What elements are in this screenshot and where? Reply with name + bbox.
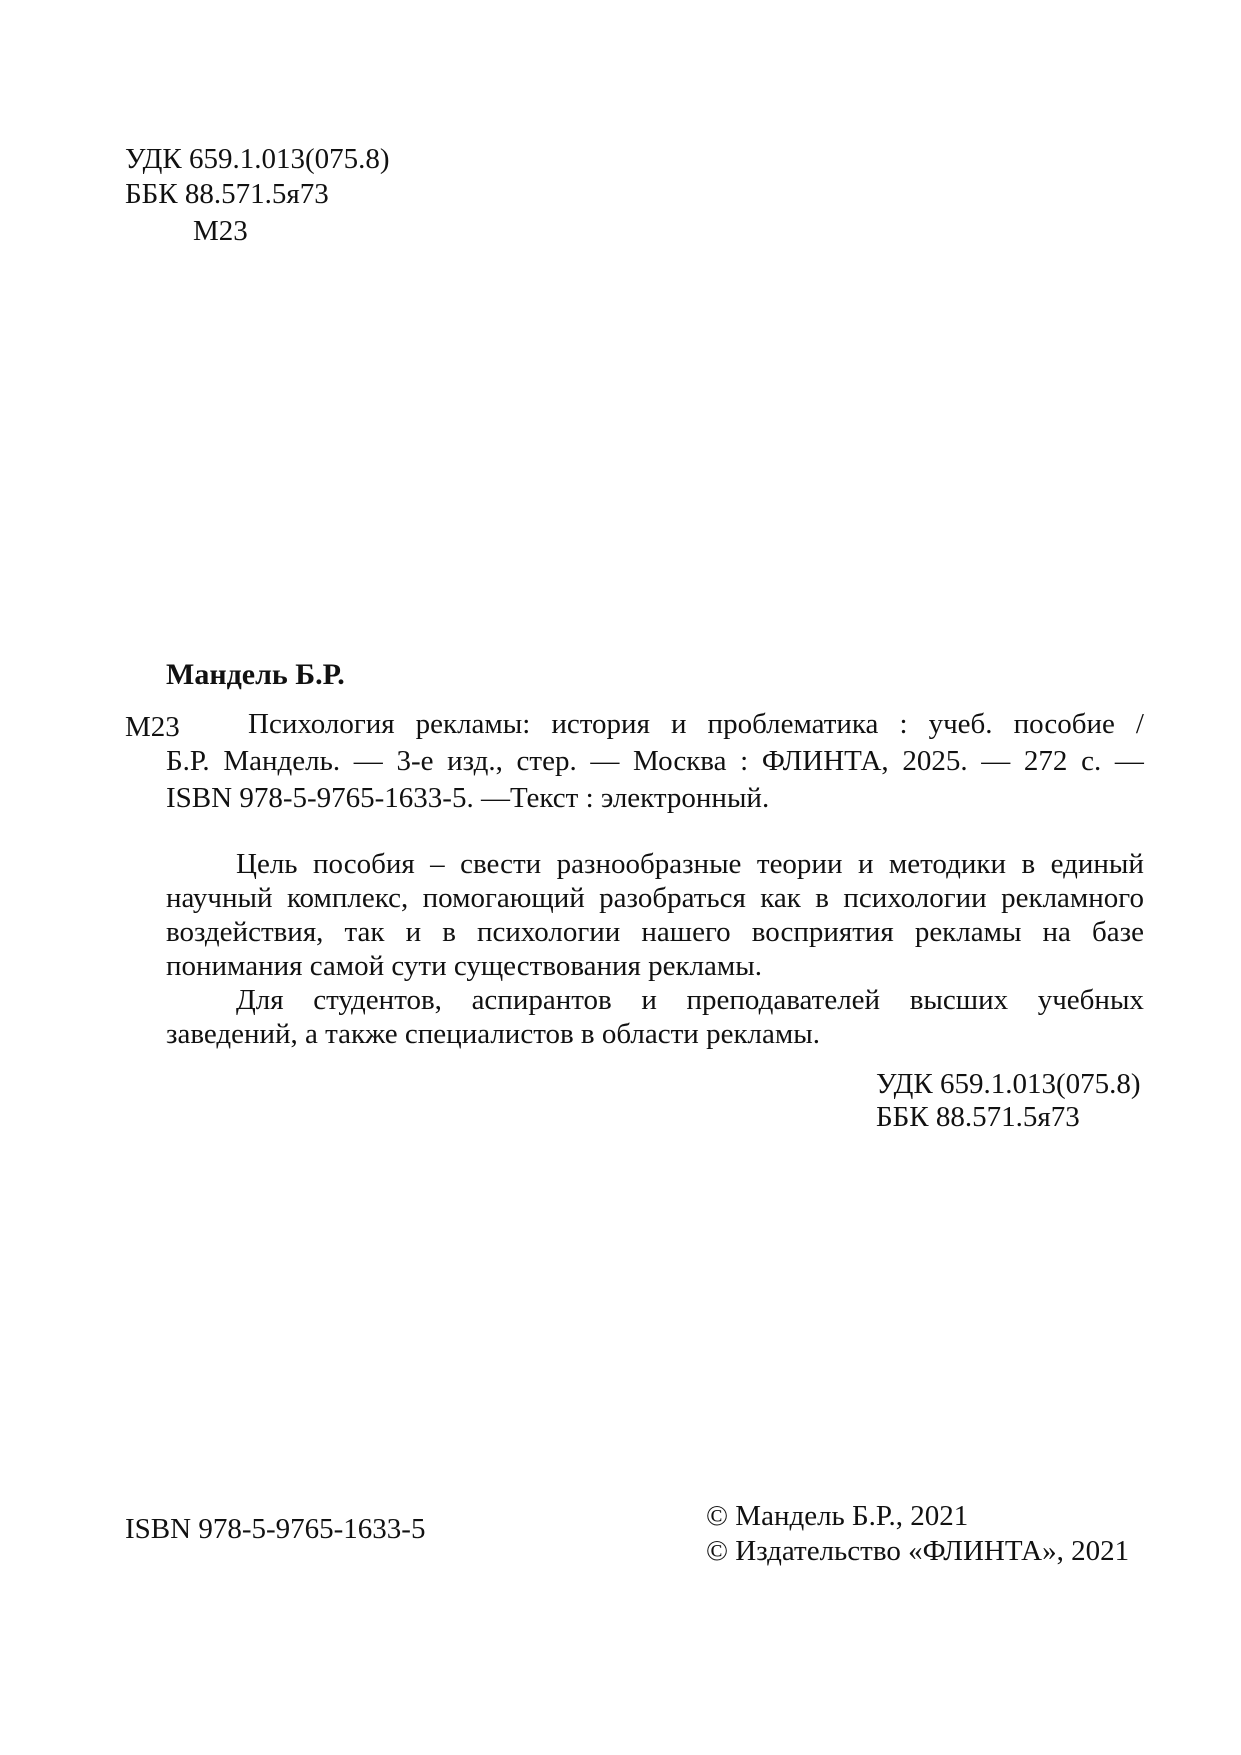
author-heading: Мандель Б.Р. xyxy=(166,658,345,691)
top-udk: УДК 659.1.013(075.8) xyxy=(125,143,390,175)
word: изд., xyxy=(447,745,503,777)
word: преподавателей xyxy=(686,984,881,1016)
annotation-line xyxy=(236,986,1144,1015)
annotation-line xyxy=(166,918,1144,947)
copyright-publisher: © Издательство «ФЛИНТА», 2021 xyxy=(706,1535,1130,1567)
word: рекламы: xyxy=(415,708,531,740)
word: воздействия, xyxy=(166,916,324,948)
isbn: ISBN 978-5-9765-1633-5 xyxy=(125,1513,426,1545)
word: Психология xyxy=(248,708,395,740)
word: базе xyxy=(1092,916,1144,948)
word: в xyxy=(1021,848,1036,880)
copyright-author: © Мандель Б.Р., 2021 xyxy=(706,1500,969,1532)
word: / xyxy=(1135,708,1144,740)
word: и xyxy=(857,848,874,880)
word: в xyxy=(442,916,456,948)
word: высших xyxy=(909,984,1009,1016)
word: в xyxy=(815,882,829,914)
top-bbk: ББК 88.571.5я73 xyxy=(125,178,329,210)
annotation-line-last: заведений, а также специалистов в области рекламы. xyxy=(166,1018,820,1050)
word: студентов, xyxy=(313,984,442,1016)
word: Москва xyxy=(633,745,727,777)
word: психологии xyxy=(476,916,621,948)
word: пособие xyxy=(1013,708,1115,740)
word: – xyxy=(430,848,445,880)
word: стер. xyxy=(516,745,577,777)
word: и xyxy=(405,916,422,948)
word: ФЛИНТА, xyxy=(761,745,889,777)
bibliographic-line xyxy=(166,747,1144,776)
word: аспирантов xyxy=(471,984,612,1016)
word: и xyxy=(670,708,687,740)
word: свести xyxy=(460,848,542,880)
word: история xyxy=(551,708,650,740)
bibliographic-line-last: ISBN 978-5-9765-1633-5. —Текст : электронный. xyxy=(166,782,770,814)
word: разобраться xyxy=(599,882,746,914)
annotation-line xyxy=(236,850,1144,879)
bibliographic-line xyxy=(248,710,1144,739)
word: пособия xyxy=(312,848,415,880)
word: помогающий xyxy=(422,882,585,914)
word: как xyxy=(760,882,801,914)
word: с. xyxy=(1081,745,1102,777)
word: психологии xyxy=(843,882,987,914)
word: научный xyxy=(166,882,273,914)
card-author-sign: М23 xyxy=(125,711,180,743)
top-author-sign: М23 xyxy=(193,215,248,247)
word: рекламы xyxy=(914,916,1022,948)
annotation-line xyxy=(166,884,1144,913)
word: учеб. xyxy=(928,708,993,740)
word: на xyxy=(1042,916,1071,948)
word: 272 xyxy=(1023,745,1068,777)
word: Цель xyxy=(236,848,298,880)
word: теории xyxy=(756,848,843,880)
word: разнообразные xyxy=(556,848,742,880)
word: Мандель. xyxy=(223,745,341,777)
word: Для xyxy=(236,984,284,1016)
word: Б.Р. xyxy=(166,745,210,777)
word: — xyxy=(590,745,620,777)
word: рекламного xyxy=(1001,882,1144,914)
card-bbk: ББК 88.571.5я73 xyxy=(876,1101,1080,1133)
word: : xyxy=(740,745,749,777)
word: — xyxy=(353,745,383,777)
word: так xyxy=(344,916,385,948)
word: восприятия xyxy=(751,916,894,948)
word: единый xyxy=(1050,848,1144,880)
annotation-line-last: понимания самой сути существования рекламы. xyxy=(166,950,763,982)
word: и xyxy=(641,984,657,1016)
word: 3-е xyxy=(396,745,434,777)
word: : xyxy=(899,708,908,740)
word: проблематика xyxy=(707,708,879,740)
word: комплекс, xyxy=(286,882,409,914)
word: учебных xyxy=(1037,984,1144,1016)
card-udk: УДК 659.1.013(075.8) xyxy=(876,1068,1141,1100)
word: методики xyxy=(888,848,1006,880)
word: нашего xyxy=(641,916,731,948)
word: 2025. xyxy=(902,745,968,777)
word: — xyxy=(1114,745,1144,777)
word: — xyxy=(981,745,1011,777)
